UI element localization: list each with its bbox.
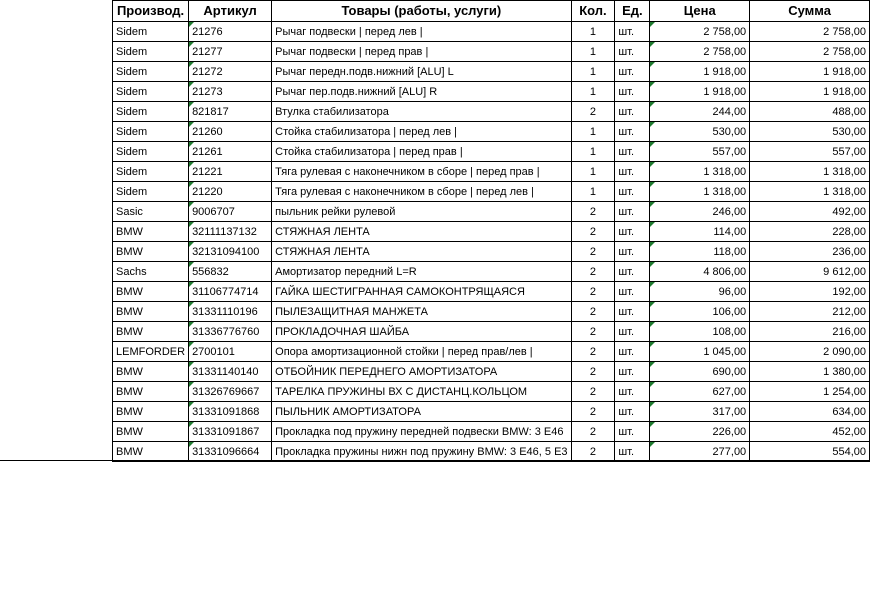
cell-producer[interactable]: LEMFORDER [113, 342, 189, 362]
cell-producer[interactable]: BMW [113, 302, 189, 322]
cell-article[interactable]: 31106774714 [189, 282, 272, 302]
cell-article[interactable]: 21261 [189, 142, 272, 162]
cell-price[interactable]: 277,00 [650, 442, 750, 462]
cell-article[interactable]: 21260 [189, 122, 272, 142]
cell-sum[interactable]: 1 918,00 [750, 82, 870, 102]
table-row [113, 422, 870, 442]
cell-item[interactable]: Прокладка под пружину передней подвески BMW: 3 E46 [272, 422, 571, 442]
cell-producer[interactable]: Sidem [113, 182, 189, 202]
header-unit[interactable]: Ед. [615, 1, 650, 22]
cell-producer[interactable]: Sidem [113, 42, 189, 62]
cell-qty[interactable]: 1 [571, 162, 615, 182]
cell-producer[interactable]: Sidem [113, 142, 189, 162]
cell-article[interactable]: 21276 [189, 22, 272, 42]
cell-article[interactable]: 821817 [189, 102, 272, 122]
cell-qty[interactable]: 2 [571, 262, 615, 282]
cell-unit[interactable]: шт. [615, 302, 650, 322]
header-row [113, 1, 870, 22]
cell-price[interactable]: 1 318,00 [650, 162, 750, 182]
cell-unit[interactable]: шт. [615, 82, 650, 102]
cell-sum[interactable]: 1 254,00 [750, 382, 870, 402]
cell-price[interactable]: 108,00 [650, 322, 750, 342]
cell-item[interactable]: СТЯЖНАЯ ЛЕНТА [272, 242, 571, 262]
cell-sum[interactable]: 530,00 [750, 122, 870, 142]
cell-qty[interactable]: 2 [571, 242, 615, 262]
cell-price[interactable]: 1 918,00 [650, 62, 750, 82]
cell-unit[interactable]: шт. [615, 22, 650, 42]
header-item[interactable]: Товары (работы, услуги) [272, 1, 571, 22]
cell-sum[interactable]: 492,00 [750, 202, 870, 222]
cell-sum[interactable]: 1 318,00 [750, 182, 870, 202]
cell-article[interactable]: 31331091868 [189, 402, 272, 422]
cell-sum[interactable]: 216,00 [750, 322, 870, 342]
cell-sum[interactable]: 2 090,00 [750, 342, 870, 362]
header-qty[interactable]: Кол. [571, 1, 615, 22]
table-row [113, 62, 870, 82]
cell-sum[interactable]: 557,00 [750, 142, 870, 162]
cell-article[interactable]: 21273 [189, 82, 272, 102]
cell-article[interactable]: 2700101 [189, 342, 272, 362]
cell-qty[interactable]: 2 [571, 422, 615, 442]
cell-sum[interactable]: 1 918,00 [750, 62, 870, 82]
invoice-table [112, 0, 870, 462]
cell-price[interactable]: 118,00 [650, 242, 750, 262]
table-row [113, 42, 870, 62]
cell-qty[interactable]: 1 [571, 62, 615, 82]
table-row [113, 102, 870, 122]
cell-qty[interactable]: 2 [571, 402, 615, 422]
cell-qty[interactable]: 2 [571, 442, 615, 462]
table-row [113, 382, 870, 402]
cell-sum[interactable]: 1 318,00 [750, 162, 870, 182]
table-row [113, 222, 870, 242]
cell-item[interactable]: ПЫЛЕЗАЩИТНАЯ МАНЖЕТА [272, 302, 571, 322]
cell-producer[interactable]: Sidem [113, 62, 189, 82]
cell-qty[interactable]: 1 [571, 82, 615, 102]
cell-sum[interactable]: 2 758,00 [750, 42, 870, 62]
cell-sum[interactable]: 452,00 [750, 422, 870, 442]
cell-sum[interactable]: 1 380,00 [750, 362, 870, 382]
cell-article[interactable]: 32131094100 [189, 242, 272, 262]
cell-qty[interactable]: 2 [571, 222, 615, 242]
cell-article[interactable]: 21272 [189, 62, 272, 82]
cell-price[interactable]: 690,00 [650, 362, 750, 382]
cell-item[interactable]: Рычаг передн.подв.нижний [ALU] L [272, 62, 571, 82]
cell-item[interactable]: Стойка стабилизатора | перед прав | [272, 142, 571, 162]
table-row [113, 402, 870, 422]
cell-unit[interactable]: шт. [615, 222, 650, 242]
cell-producer[interactable]: Sidem [113, 22, 189, 42]
cell-article[interactable]: 31331140140 [189, 362, 272, 382]
cell-item[interactable]: Втулка стабилизатора [272, 102, 571, 122]
cell-producer[interactable]: BMW [113, 322, 189, 342]
cell-item[interactable]: Опора амортизационной стойки | перед прав/лев | [272, 342, 571, 362]
cell-article[interactable]: 31336776760 [189, 322, 272, 342]
cell-item[interactable]: Прокладка пружины нижн под пружину BMW: 3 E46, 5 E3 [272, 442, 571, 462]
cell-qty[interactable]: 2 [571, 342, 615, 362]
cell-sum[interactable]: 236,00 [750, 242, 870, 262]
cell-unit[interactable]: шт. [615, 242, 650, 262]
table-row [113, 82, 870, 102]
table-row [113, 242, 870, 262]
table-row [113, 122, 870, 142]
cell-producer[interactable]: Sidem [113, 102, 189, 122]
cell-qty[interactable]: 2 [571, 282, 615, 302]
cell-price[interactable]: 557,00 [650, 142, 750, 162]
table-row [113, 22, 870, 42]
cell-price[interactable]: 627,00 [650, 382, 750, 402]
cell-sum[interactable]: 212,00 [750, 302, 870, 322]
table-row [113, 442, 870, 462]
cell-unit[interactable]: шт. [615, 182, 650, 202]
cell-qty[interactable]: 2 [571, 102, 615, 122]
header-producer[interactable]: Производ. [113, 1, 189, 22]
cell-qty[interactable]: 1 [571, 142, 615, 162]
header-article[interactable]: Артикул [189, 1, 272, 22]
cell-item[interactable]: Тяга рулевая с наконечником в сборе | перед лев | [272, 182, 571, 202]
cell-article[interactable]: 31331110196 [189, 302, 272, 322]
cell-unit[interactable]: шт. [615, 322, 650, 342]
cell-qty[interactable]: 1 [571, 122, 615, 142]
cell-item[interactable]: ГАЙКА ШЕСТИГРАННАЯ САМОКОНТРЯЩАЯСЯ [272, 282, 571, 302]
cell-article[interactable]: 21277 [189, 42, 272, 62]
cell-producer[interactable]: Sachs [113, 262, 189, 282]
cell-article[interactable]: 556832 [189, 262, 272, 282]
cell-price[interactable]: 1 045,00 [650, 342, 750, 362]
cell-price[interactable]: 246,00 [650, 202, 750, 222]
cell-price[interactable]: 1 318,00 [650, 182, 750, 202]
cell-item[interactable]: ТАРЕЛКА ПРУЖИНЫ ВХ С ДИСТАНЦ.КОЛЬЦОМ [272, 382, 571, 402]
cell-price[interactable]: 106,00 [650, 302, 750, 322]
cell-producer[interactable]: Sidem [113, 122, 189, 142]
cell-unit[interactable]: шт. [615, 102, 650, 122]
table-row [113, 342, 870, 362]
cell-price[interactable]: 2 758,00 [650, 42, 750, 62]
cell-unit[interactable]: шт. [615, 362, 650, 382]
cell-producer[interactable]: BMW [113, 442, 189, 462]
cell-unit[interactable]: шт. [615, 62, 650, 82]
cell-item[interactable]: ПРОКЛАДОЧНАЯ ШАЙБА [272, 322, 571, 342]
cell-unit[interactable]: шт. [615, 42, 650, 62]
cell-unit[interactable]: шт. [615, 382, 650, 402]
cell-price[interactable]: 114,00 [650, 222, 750, 242]
cell-sum[interactable]: 2 758,00 [750, 22, 870, 42]
cell-item[interactable]: пыльник рейки рулевой [272, 202, 571, 222]
cell-article[interactable]: 9006707 [189, 202, 272, 222]
cell-article[interactable]: 32111137132 [189, 222, 272, 242]
cell-qty[interactable]: 2 [571, 382, 615, 402]
cell-producer[interactable]: BMW [113, 242, 189, 262]
cell-qty[interactable]: 2 [571, 362, 615, 382]
cell-item[interactable]: ОТБОЙНИК ПЕРЕДНЕГО АМОРТИЗАТОРА [272, 362, 571, 382]
table-row [113, 262, 870, 282]
cell-item[interactable]: СТЯЖНАЯ ЛЕНТА [272, 222, 571, 242]
cell-producer[interactable]: BMW [113, 362, 189, 382]
table-row [113, 322, 870, 342]
cell-item[interactable]: Стойка стабилизатора | перед лев | [272, 122, 571, 142]
cell-unit[interactable]: шт. [615, 442, 650, 462]
cell-unit[interactable]: шт. [615, 142, 650, 162]
table-row [113, 182, 870, 202]
cell-item[interactable]: Рычаг пер.подв.нижний [ALU] R [272, 82, 571, 102]
cell-article[interactable]: 31331091867 [189, 422, 272, 442]
cell-producer[interactable]: BMW [113, 422, 189, 442]
cell-price[interactable]: 96,00 [650, 282, 750, 302]
cell-producer[interactable]: BMW [113, 382, 189, 402]
cell-unit[interactable]: шт. [615, 342, 650, 362]
cell-producer[interactable]: BMW [113, 282, 189, 302]
cell-item[interactable]: Рычаг подвески | перед лев | [272, 22, 571, 42]
cell-price[interactable]: 1 918,00 [650, 82, 750, 102]
cell-qty[interactable]: 1 [571, 22, 615, 42]
cell-article[interactable]: 21220 [189, 182, 272, 202]
cell-qty[interactable]: 2 [571, 302, 615, 322]
cell-qty[interactable]: 2 [571, 322, 615, 342]
cell-producer[interactable]: Sidem [113, 162, 189, 182]
header-sum[interactable]: Сумма [750, 1, 870, 22]
table-row [113, 362, 870, 382]
cell-article[interactable]: 21221 [189, 162, 272, 182]
cell-producer[interactable]: BMW [113, 222, 189, 242]
cell-price[interactable]: 4 806,00 [650, 262, 750, 282]
cell-article[interactable]: 31326769667 [189, 382, 272, 402]
cell-unit[interactable]: шт. [615, 202, 650, 222]
cell-sum[interactable]: 554,00 [750, 442, 870, 462]
cell-producer[interactable]: Sidem [113, 82, 189, 102]
cell-sum[interactable]: 634,00 [750, 402, 870, 422]
sheet-bottom-border [0, 460, 870, 461]
table-row [113, 302, 870, 322]
cell-qty[interactable]: 1 [571, 182, 615, 202]
table-row [113, 202, 870, 222]
cell-item[interactable]: ПЫЛЬНИК АМОРТИЗАТОРА [272, 402, 571, 422]
cell-price[interactable]: 317,00 [650, 402, 750, 422]
cell-sum[interactable]: 192,00 [750, 282, 870, 302]
cell-unit[interactable]: шт. [615, 402, 650, 422]
cell-article[interactable]: 31331096664 [189, 442, 272, 462]
cell-sum[interactable]: 488,00 [750, 102, 870, 122]
table-row [113, 162, 870, 182]
table-row [113, 142, 870, 162]
cell-unit[interactable]: шт. [615, 262, 650, 282]
cell-price[interactable]: 244,00 [650, 102, 750, 122]
header-price[interactable]: Цена [650, 1, 750, 22]
cell-price[interactable]: 226,00 [650, 422, 750, 442]
cell-producer[interactable]: BMW [113, 402, 189, 422]
cell-unit[interactable]: шт. [615, 422, 650, 442]
cell-unit[interactable]: шт. [615, 282, 650, 302]
table-row [113, 282, 870, 302]
cell-item[interactable]: Амортизатор передний L=R [272, 262, 571, 282]
cell-item[interactable]: Рычаг подвески | перед прав | [272, 42, 571, 62]
cell-sum[interactable]: 228,00 [750, 222, 870, 242]
table-body [113, 22, 870, 462]
cell-unit[interactable]: шт. [615, 122, 650, 142]
cell-price[interactable]: 530,00 [650, 122, 750, 142]
cell-unit[interactable]: шт. [615, 162, 650, 182]
cell-item[interactable]: Тяга рулевая с наконечником в сборе | перед прав | [272, 162, 571, 182]
cell-price[interactable]: 2 758,00 [650, 22, 750, 42]
cell-qty[interactable]: 2 [571, 202, 615, 222]
cell-producer[interactable]: Sasic [113, 202, 189, 222]
cell-sum[interactable]: 9 612,00 [750, 262, 870, 282]
cell-qty[interactable]: 1 [571, 42, 615, 62]
